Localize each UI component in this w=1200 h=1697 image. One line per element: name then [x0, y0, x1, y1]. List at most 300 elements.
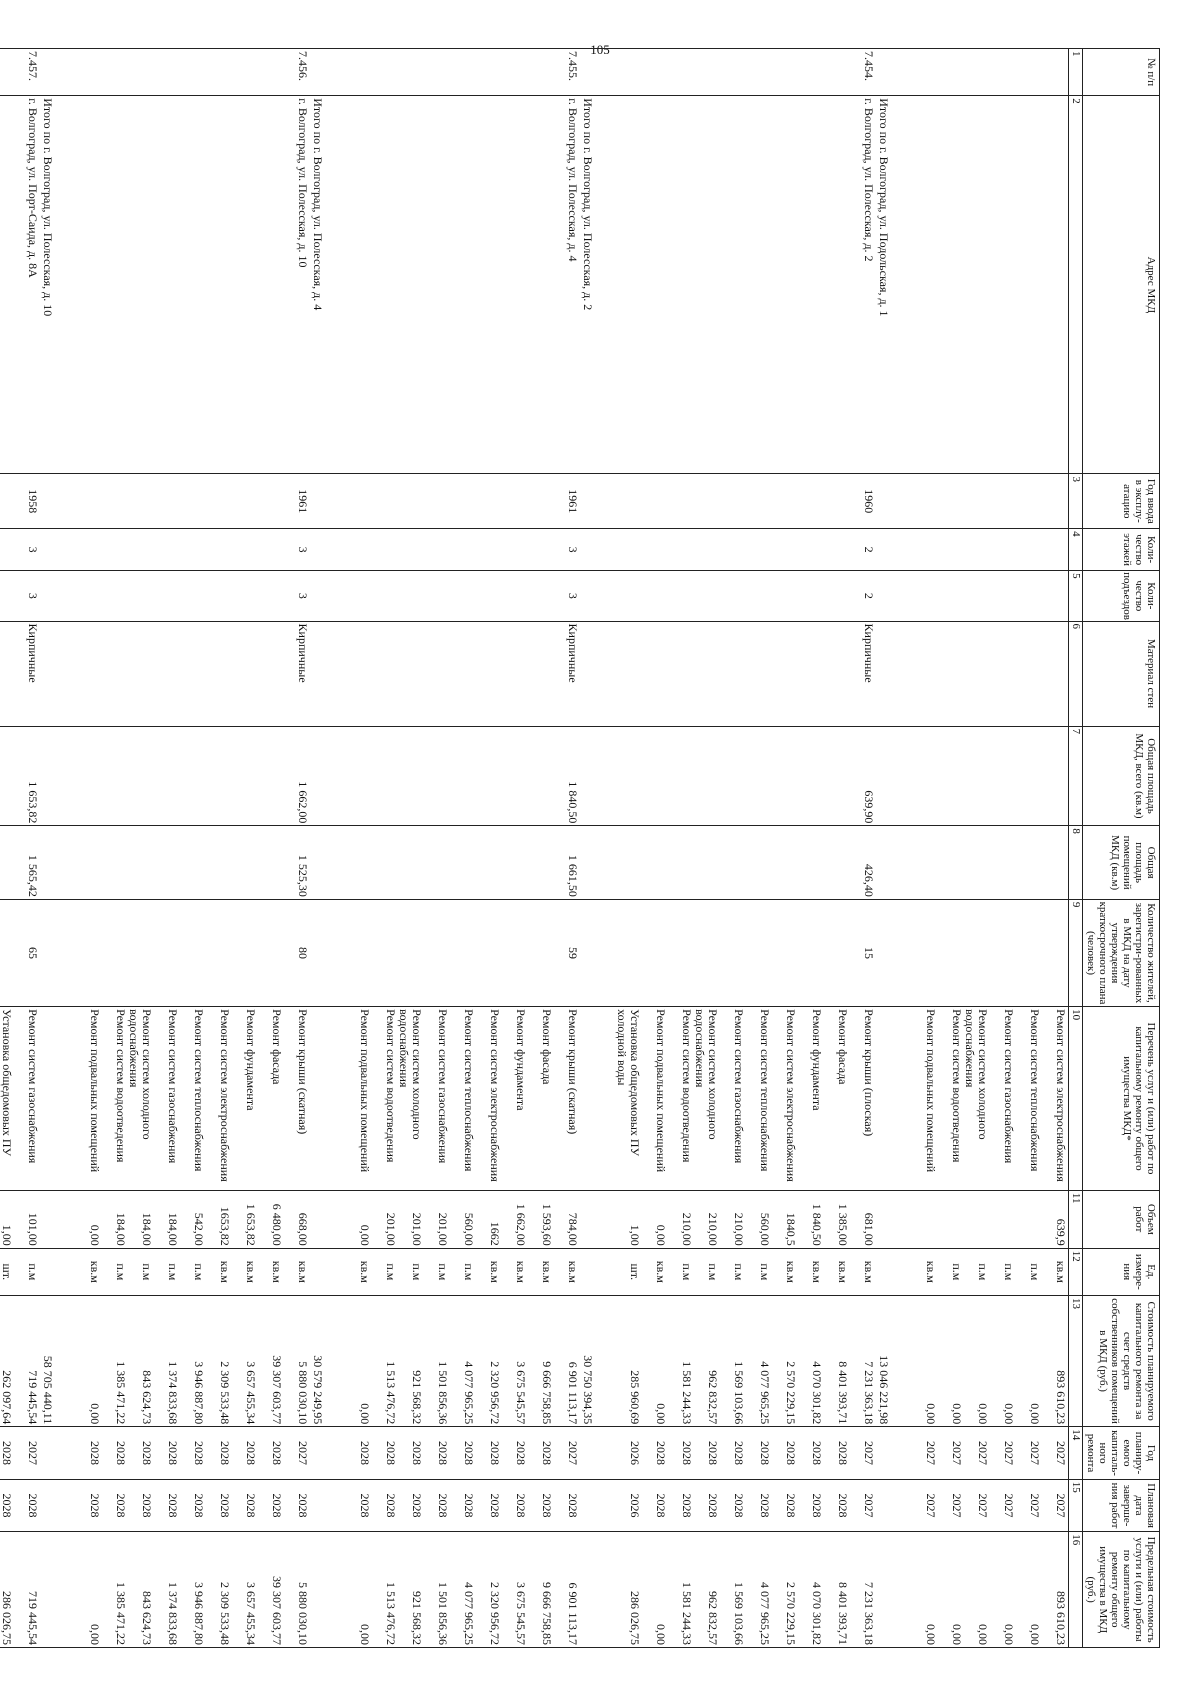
work-unit: п.м [114, 1263, 128, 1281]
work-volume: 560,00 [758, 1212, 772, 1246]
work-volume: 639,9 [1054, 1218, 1068, 1246]
wall-material: Кирпичные [65, 621, 310, 726]
work-unit: кв.м [836, 1260, 850, 1283]
empty-cell [580, 529, 605, 571]
work-max-cost: 1 569 103,66 [732, 1582, 746, 1645]
header-cell: Объем работ [1083, 1190, 1160, 1248]
work-unit: п.м [410, 1263, 424, 1281]
work-year: 2027 [296, 1441, 310, 1466]
residents-count: 59 [335, 899, 580, 1006]
work-volume: 1840,5 [784, 1212, 798, 1246]
work-max-cost: 0,00 [358, 1624, 372, 1645]
column-number-cell: 3 [1069, 474, 1083, 529]
column-number-cell: 2 [1069, 96, 1083, 474]
work-cost: 4 077 965,25 [758, 1361, 772, 1425]
empty-cell [580, 1532, 605, 1648]
work-max-cost: 4 077 965,25 [758, 1582, 772, 1645]
header-cell: Адрес МКД [1083, 96, 1160, 474]
entrances-count: 3 [0, 571, 40, 621]
work-cost: 0,00 [976, 1403, 990, 1425]
header-cell: Перечень услуг и (или) работ по капитальному ремонту общего имущества МКД* [1083, 1007, 1160, 1191]
empty-cell [876, 49, 901, 96]
work-unit: кв.м [270, 1260, 284, 1283]
work-end-date: 2027 [1054, 1493, 1068, 1518]
wall-material [901, 621, 1069, 726]
work-end-date: 2028 [836, 1493, 850, 1518]
work-max-cost: 4 070 301,82 [810, 1582, 824, 1645]
work-unit: п.м [758, 1263, 772, 1281]
work-unit: кв.м [514, 1260, 528, 1283]
work-year-column [65, 1427, 310, 1480]
empty-cell [580, 1007, 605, 1191]
work-year: 2027 [1054, 1441, 1068, 1466]
empty-cell [40, 726, 65, 826]
empty-cell [876, 726, 901, 826]
work-cost-column [0, 1295, 40, 1426]
empty-cell [876, 1427, 901, 1480]
work-unit: кв.м [810, 1260, 824, 1283]
work-end-date: 2028 [566, 1493, 580, 1518]
work-cost: 843 624,73 [140, 1370, 154, 1425]
work-end-date-column [901, 1479, 1069, 1532]
empty-cell [310, 899, 335, 1006]
column-number-cell: 11 [1069, 1190, 1083, 1248]
building-row [65, 49, 310, 1648]
work-max-cost: 893 610,23 [1054, 1591, 1068, 1645]
column-number-cell: 16 [1069, 1532, 1083, 1648]
work-volume-column [335, 1190, 580, 1248]
work-unit-column [901, 1248, 1069, 1295]
work-cost: 2 309 533,48 [218, 1361, 232, 1425]
work-max-cost-column [605, 1532, 876, 1648]
column-number-cell: 10 [1069, 1007, 1083, 1191]
work-year: 2027 [862, 1441, 876, 1466]
empty-cell [580, 1248, 605, 1295]
work-year: 2027 [1002, 1441, 1016, 1466]
work-unit: п.м [950, 1263, 964, 1281]
work-end-date: 2027 [924, 1493, 938, 1518]
work-name-column [65, 1007, 310, 1191]
work-volume-column [65, 1190, 310, 1248]
work-end-date: 2026 [628, 1493, 642, 1518]
work-volume: 1,00 [0, 1224, 14, 1246]
work-name-column [605, 1007, 876, 1191]
work-max-cost: 4 077 965,25 [462, 1582, 476, 1645]
work-max-cost: 719 445,54 [26, 1591, 40, 1645]
work-name: Ремонт систем водоотведения [680, 1009, 694, 1163]
floors-count: 3 [65, 529, 310, 571]
work-cost: 3 675 545,57 [514, 1361, 528, 1425]
empty-cell [580, 49, 605, 96]
header-cell: Предельная стоимость услуги и (или) работы по капитальному ремонту общего имущества в МКД (руб.) [1083, 1532, 1160, 1648]
work-end-date: 2028 [680, 1493, 694, 1518]
work-cost: 262 097,64 [0, 1370, 14, 1425]
work-year: 2028 [218, 1441, 232, 1466]
year-built: 1960 [605, 474, 876, 529]
work-name: Ремонт систем водоотведения [384, 1009, 398, 1163]
work-end-date: 2028 [244, 1493, 258, 1518]
address-cell: г. Волгоград, ул. Полесская, д. 2 [605, 96, 876, 474]
wall-material: Кирпичные [335, 621, 580, 726]
header-cell: Общая площадь МКД, всего (кв.м) [1083, 726, 1160, 826]
work-end-date: 2027 [950, 1493, 964, 1518]
work-name: Ремонт подвальных помещений [924, 1009, 938, 1173]
work-unit: п.м [732, 1263, 746, 1281]
work-cost: 4 070 301,82 [810, 1361, 824, 1425]
empty-cell [310, 529, 335, 571]
work-end-date: 2028 [410, 1493, 424, 1518]
work-end-date: 2028 [114, 1493, 128, 1518]
year-built: 1961 [65, 474, 310, 529]
empty-cell [40, 1248, 65, 1295]
work-year: 2028 [732, 1441, 746, 1466]
work-year: 2027 [950, 1441, 964, 1466]
empty-cell [580, 621, 605, 726]
column-number-cell: 8 [1069, 826, 1083, 900]
work-max-cost: 962 832,57 [706, 1591, 720, 1645]
total-cost: 13 046 221,98 [876, 1295, 901, 1426]
empty-cell [310, 1479, 335, 1532]
work-unit: кв.м [218, 1260, 232, 1283]
work-year: 2028 [836, 1441, 850, 1466]
work-max-cost: 2 320 956,72 [488, 1582, 502, 1645]
empty-cell [40, 571, 65, 621]
empty-cell [310, 1248, 335, 1295]
work-unit: кв.м [244, 1260, 258, 1283]
work-unit: шт. [0, 1263, 14, 1281]
work-name: Ремонт подвальных помещений [654, 1009, 668, 1173]
work-end-date: 2027 [1028, 1493, 1042, 1518]
empty-cell [876, 826, 901, 900]
empty-cell [876, 529, 901, 571]
work-volume: 210,00 [706, 1212, 720, 1246]
wall-material: Кирпичные [605, 621, 876, 726]
year-built: 1961 [335, 474, 580, 529]
work-cost: 3 657 455,34 [244, 1361, 258, 1425]
work-volume [1015, 1193, 1041, 1246]
total-row [876, 49, 901, 1648]
work-name: Ремонт систем газоснабжения [732, 1009, 746, 1164]
work-end-date: 2028 [270, 1493, 284, 1518]
work-year: 2027 [566, 1441, 580, 1466]
work-name: Ремонт систем теплоснабжения [758, 1009, 772, 1172]
work-end-date: 2028 [384, 1493, 398, 1518]
work-name-column [0, 1007, 40, 1191]
work-cost: 921 568,32 [410, 1370, 424, 1425]
rotated-content [0, 48, 1160, 1648]
work-unit: кв.м [488, 1260, 502, 1283]
work-year: 2028 [462, 1441, 476, 1466]
total-cost: 58 705 440,11 [40, 1295, 65, 1426]
empty-cell [310, 621, 335, 726]
work-unit: кв.м [654, 1260, 668, 1283]
work-volume: 6 480,00 [270, 1203, 284, 1246]
work-volume [937, 1193, 963, 1246]
work-volume: 0,00 [358, 1224, 372, 1246]
empty-cell [310, 1427, 335, 1480]
work-name: Ремонт систем электроснабжения [218, 1009, 232, 1182]
empty-cell [40, 1427, 65, 1480]
work-cost: 8 401 393,71 [836, 1361, 850, 1425]
address-cell: г. Волгоград, ул. Порт-Саида, д. 8А [0, 96, 40, 474]
work-volume: 0,00 [654, 1224, 668, 1246]
work-year: 2028 [166, 1441, 180, 1466]
work-name: Ремонт систем холодного водоснабжения [397, 1009, 424, 1140]
work-max-cost: 1 385 471,22 [114, 1582, 128, 1645]
work-end-date: 2028 [810, 1493, 824, 1518]
empty-cell [580, 899, 605, 1006]
empty-cell [310, 1190, 335, 1248]
work-name: Ремонт крыши (скатная) [296, 1009, 310, 1135]
work-end-date: 2028 [732, 1493, 746, 1518]
work-cost: 962 832,57 [706, 1370, 720, 1425]
work-name: Ремонт систем электроснабжения [1054, 1009, 1068, 1182]
work-volume: 560,00 [462, 1212, 476, 1246]
work-max-cost: 1 581 244,33 [680, 1582, 694, 1645]
work-name: Установка общедомовых ПУ холодной воды [615, 1009, 642, 1157]
work-cost: 893 610,23 [1054, 1370, 1068, 1425]
work-name: Ремонт подвальных помещений [358, 1009, 372, 1173]
empty-cell [310, 726, 335, 826]
column-number-cell: 7 [1069, 726, 1083, 826]
work-year: 2028 [192, 1441, 206, 1466]
empty-cell [580, 1427, 605, 1480]
header-cell: Плановая дата заверше-ния работ [1083, 1479, 1160, 1532]
entrances-count: 2 [605, 571, 876, 621]
entrances-count [901, 571, 1069, 621]
work-year: 2028 [540, 1441, 554, 1466]
work-unit: кв.м [784, 1260, 798, 1283]
work-name: Ремонт систем электроснабжения [488, 1009, 502, 1182]
entrances-count: 3 [65, 571, 310, 621]
work-end-date: 2027 [1002, 1493, 1016, 1518]
work-end-date-column [335, 1479, 580, 1532]
work-end-date: 2028 [540, 1493, 554, 1518]
empty-cell [310, 1007, 335, 1191]
empty-cell [580, 726, 605, 826]
work-cost: 0,00 [1002, 1403, 1016, 1425]
work-end-date: 2028 [26, 1493, 40, 1518]
work-cost: 1 385 471,22 [114, 1361, 128, 1425]
work-volume-column [901, 1190, 1069, 1248]
total-row [40, 49, 65, 1648]
work-volume: 1 653,82 [244, 1203, 258, 1246]
work-unit: кв.м [296, 1260, 310, 1283]
work-volume: 1 593,60 [540, 1203, 554, 1246]
empty-cell [876, 899, 901, 1006]
work-name: Ремонт фасада [270, 1009, 284, 1085]
work-unit: кв.м [1054, 1260, 1068, 1283]
premises-area [901, 826, 1069, 900]
premises-area: 426,40 [605, 826, 876, 900]
work-unit: п.м [706, 1263, 720, 1281]
work-cost: 0,00 [924, 1403, 938, 1425]
work-year: 2028 [758, 1441, 772, 1466]
work-max-cost-column [65, 1532, 310, 1648]
total-row [580, 49, 605, 1648]
work-end-date-column [605, 1479, 876, 1532]
floors-count [901, 529, 1069, 571]
row-number: 7.454. [605, 49, 876, 96]
work-max-cost: 1 501 856,36 [436, 1582, 450, 1645]
work-name: Ремонт фасада [836, 1009, 850, 1085]
work-volume: 184,00 [140, 1212, 154, 1246]
header-cell: Стоимость планируемого капитального ремонта за счет средств собственников помещений в МКД (руб.) [1083, 1295, 1160, 1426]
work-end-date: 2028 [192, 1493, 206, 1518]
work-cost-column [335, 1295, 580, 1426]
work-max-cost: 921 568,32 [410, 1591, 424, 1645]
work-max-cost: 39 307 603,77 [270, 1576, 284, 1645]
work-year-column [0, 1427, 40, 1480]
header-cell: Ед. измере-ния [1083, 1248, 1160, 1295]
work-end-date: 2028 [488, 1493, 502, 1518]
work-unit: кв.м [540, 1260, 554, 1283]
work-year: 2028 [88, 1441, 102, 1466]
work-volume: 184,00 [166, 1212, 180, 1246]
work-max-cost: 843 624,73 [140, 1591, 154, 1645]
work-name: Ремонт систем газоснабжения [1002, 1009, 1016, 1164]
header-cell: Год ввода в эксплу-атацию [1083, 474, 1160, 529]
work-unit-column [605, 1248, 876, 1295]
year-built [901, 474, 1069, 529]
work-volume: 1 840,50 [810, 1203, 824, 1246]
work-year: 2028 [488, 1441, 502, 1466]
work-cost: 1 374 833,68 [166, 1361, 180, 1425]
work-unit: шт. [628, 1263, 642, 1281]
work-year: 2027 [924, 1441, 938, 1466]
empty-cell [310, 826, 335, 900]
total-cost: 30 579 249,95 [310, 1295, 335, 1426]
header-cell: Материал стен [1083, 621, 1160, 726]
work-year: 2028 [270, 1441, 284, 1466]
work-volume [911, 1193, 937, 1246]
work-unit: п.м [384, 1263, 398, 1281]
work-cost: 1 581 244,33 [680, 1361, 694, 1425]
building-row [0, 49, 40, 1648]
work-end-date: 2028 [88, 1493, 102, 1518]
work-max-cost: 0,00 [976, 1624, 990, 1645]
total-label: Итого по г. Волгоград, ул. Полесская, д. 4 [310, 96, 335, 474]
column-number-cell: 12 [1069, 1248, 1083, 1295]
header-cell: Коли-чество этажей [1083, 529, 1160, 571]
work-volume-column [0, 1190, 40, 1248]
work-cost: 0,00 [1028, 1403, 1042, 1425]
work-year: 2028 [244, 1441, 258, 1466]
work-year-column [901, 1427, 1069, 1480]
work-max-cost: 2 570 229,15 [784, 1582, 798, 1645]
work-cost: 719 445,54 [26, 1370, 40, 1425]
work-year: 2028 [114, 1441, 128, 1466]
work-volume: 101,00 [26, 1212, 40, 1246]
work-max-cost-column [335, 1532, 580, 1648]
header-cell: № п/п [1083, 49, 1160, 96]
row-number: 7.457. [0, 49, 40, 96]
work-name: Ремонт фундамента [810, 1009, 824, 1111]
entrances-count: 3 [335, 571, 580, 621]
work-cost: 285 960,69 [628, 1370, 642, 1425]
work-max-cost: 0,00 [950, 1624, 964, 1645]
empty-cell [40, 1007, 65, 1191]
work-cost: 3 946 887,80 [192, 1361, 206, 1425]
work-cost: 2 320 956,72 [488, 1361, 502, 1425]
empty-cell [40, 49, 65, 96]
work-name: Ремонт систем холодного водоснабжения [693, 1009, 720, 1140]
work-name: Ремонт фундамента [244, 1009, 258, 1111]
address-cell: г. Волгоград, ул. Полесская, д. 4 [335, 96, 580, 474]
work-max-cost: 0,00 [924, 1624, 938, 1645]
work-volume: 210,00 [732, 1212, 746, 1246]
work-volume [989, 1193, 1015, 1246]
work-volume: 681,00 [862, 1212, 876, 1246]
work-unit: кв.м [924, 1260, 938, 1283]
work-volume: 1,00 [628, 1224, 642, 1246]
work-max-cost: 5 880 030,10 [296, 1582, 310, 1645]
work-name: Установка общедомовых ПУ [0, 1009, 14, 1157]
building-row [901, 49, 1069, 1648]
empty-cell [40, 621, 65, 726]
work-cost: 2 570 229,15 [784, 1361, 798, 1425]
work-year: 2028 [706, 1441, 720, 1466]
total-label: Итого по г. Волгоград, ул. Полесская, д. 2 [580, 96, 605, 474]
work-cost: 4 077 965,25 [462, 1361, 476, 1425]
work-year: 2028 [0, 1441, 14, 1466]
work-cost: 1 501 856,36 [436, 1361, 450, 1425]
work-volume: 184,00 [114, 1212, 128, 1246]
work-name: Ремонт фасада [540, 1009, 554, 1085]
work-max-cost: 8 401 393,71 [836, 1582, 850, 1645]
wall-material: Кирпичные [0, 621, 40, 726]
empty-cell [310, 1532, 335, 1648]
residents-count: 65 [0, 899, 40, 1006]
total-area: 639,90 [605, 726, 876, 826]
work-max-cost-column [901, 1532, 1069, 1648]
work-year: 2028 [810, 1441, 824, 1466]
work-name: Ремонт систем водоотведения [114, 1009, 128, 1163]
building-row [335, 49, 580, 1648]
work-max-cost: 3 946 887,80 [192, 1582, 206, 1645]
work-volume: 1 662,00 [514, 1203, 528, 1246]
work-unit: п.м [26, 1263, 40, 1281]
table-header [1069, 49, 1160, 1648]
work-name: Ремонт крыши (плоская) [862, 1009, 876, 1137]
address-cell: г. Волгоград, ул. Полесская, д. 10 [65, 96, 310, 474]
work-name: Ремонт систем теплоснабжения [1028, 1009, 1042, 1172]
empty-cell [310, 571, 335, 621]
work-name: Ремонт систем холодного водоснабжения [963, 1009, 990, 1140]
work-max-cost: 6 901 113,17 [566, 1582, 580, 1645]
empty-cell [580, 1479, 605, 1532]
work-max-cost: 3 657 455,34 [244, 1582, 258, 1645]
empty-cell [876, 1007, 901, 1191]
work-unit: п.м [976, 1263, 990, 1281]
work-cost: 0,00 [950, 1403, 964, 1425]
work-cost: 39 307 603,77 [270, 1355, 284, 1425]
work-end-date: 2028 [166, 1493, 180, 1518]
work-end-date: 2028 [296, 1493, 310, 1518]
total-area: 1 662,00 [65, 726, 310, 826]
empty-cell [580, 1190, 605, 1248]
row-number: 7.455. [335, 49, 580, 96]
work-unit-column [335, 1248, 580, 1295]
work-cost: 1 569 103,66 [732, 1361, 746, 1425]
work-name: Ремонт фундамента [514, 1009, 528, 1111]
empty-cell [876, 571, 901, 621]
residents-count [901, 899, 1069, 1006]
work-end-date: 2028 [514, 1493, 528, 1518]
empty-cell [40, 529, 65, 571]
work-year: 2028 [358, 1441, 372, 1466]
work-cost: 6 901 113,17 [566, 1361, 580, 1425]
